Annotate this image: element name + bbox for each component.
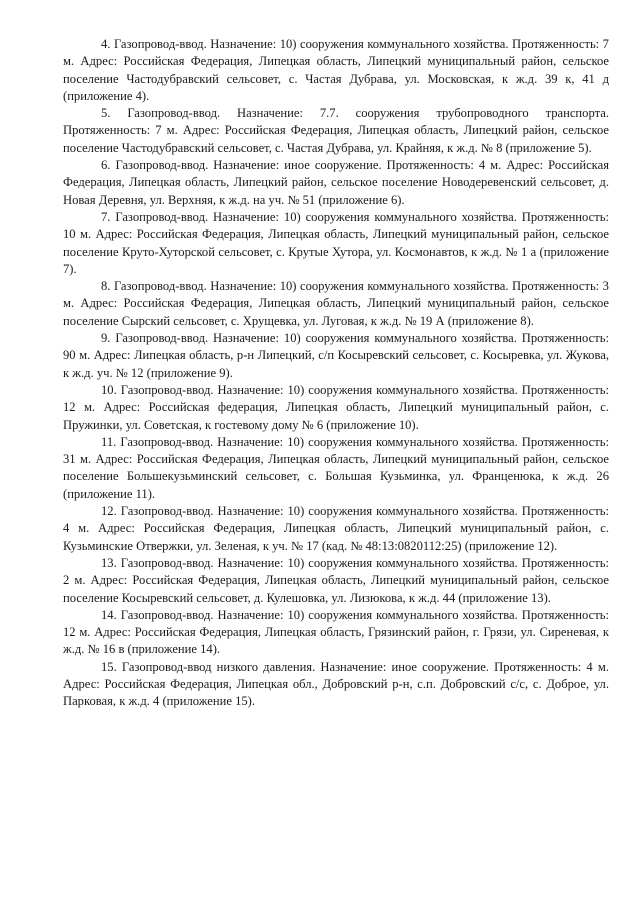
item-number: 13. [101,555,117,570]
list-item [63,278,609,330]
item-text: Газопровод-ввод. Назначение: 10) сооружения коммунального хозяйства. Протяженность: 4 м. Адрес: Российская Федерация, Липецкая область, Липецкий муниципальный район, с. Кузьминские Отвержки, ул. Зеленая, к уч. № 17 (кад. № 48:13:0820112:25) (приложение 12). [63,504,609,553]
item-number: 10. [101,382,117,397]
item-text: Газопровод-ввод. Назначение: 10) сооружения коммунального хозяйства. Протяженность: 7 м. Адрес: Российская Федерация, Липецкая область, Липецкий муниципальный район, сельское поселение Частодубравский сельсовет, с. Частая Дубрава, ул. Московская, к ж.д. 39 к, 41 д (приложение 4). [63,37,609,103]
list-item [63,434,609,503]
item-text: Газопровод-ввод. Назначение: 7.7. сооружения трубопроводного транспорта. Протяженность: 7 м. Адрес: Российская Федерация, Липецкая область, Липецкий район, сельское поселение Частодубравский сельсовет, с. Частая Дубрава, ул. Крайняя, к ж.д. № 8 (приложение 5). [63,106,609,155]
item-number: 6. [101,158,111,173]
list-item [63,209,609,278]
item-number: 8. [101,279,111,294]
item-text: Газопровод-ввод. Назначение: 10) сооружения коммунального хозяйства. Протяженность: 3 м. Адрес: Российская Федерация, Липецкая область, Липецкий муниципальный район, сельское поселение Сырский сельсовет, с. Хрущевка, ул. Луговая, к ж.д. № 19 А (приложение 8). [63,279,609,328]
item-number: 11. [101,434,117,449]
list-item [63,503,609,555]
list-item [63,157,609,209]
list-item [63,607,609,659]
item-text: Газопровод-ввод. Назначение: иное сооружение. Протяженность: 4 м. Адрес: Российская Федерация, Липецкая область, Липецкий район, сельское поселение Новодеревенский сельсовет, д. Новая Деревня, ул. Верхняя, к ж.д. на уч. № 51 (приложение 6). [63,158,609,207]
item-text: Газопровод-ввод. Назначение: 10) сооружения коммунального хозяйства. Протяженность: 12 м. Адрес: Российская Федерация, Липецкая область, Грязинский район, г. Грязи, ул. Сиреневая, к ж.д. № 16 в (приложение 14). [63,607,609,657]
document-page [63,36,609,711]
item-number: 4. [101,37,111,51]
item-text: Газопровод-ввод. Назначение: 10) сооружения коммунального хозяйства. Протяженность: 90 м. Адрес: Липецкая область, р-н Липецкий, с/п Косыревский сельсовет, с. Косыревка, ул. Жукова, к ж.д. уч. № 12 (приложение 9). [63,331,609,380]
list-item [63,382,609,434]
item-text: Газопровод-ввод низкого давления. Назначение: иное сооружение. Протяженность: 4 м. Адрес: Российская Федерация, Липецкая обл., Добровский р-н, с.п. Добровский с/с, с. Доброе, ул. Парковая, к ж.д. 4 (приложение 15). [63,659,609,709]
item-number: 12. [101,504,117,519]
item-number: 7. [101,209,111,224]
list-item [63,330,609,382]
item-text: Газопровод-ввод. Назначение: 10) сооружения коммунального хозяйства. Протяженность: 12 м. Адрес: Российская федерация, Липецкая область, Липецкий муниципальный район, с. Пружинки, ул. Советская, к гостевому дому № 6 (приложение 10). [63,382,609,432]
item-number: 14. [101,607,117,622]
item-text: Газопровод-ввод. Назначение: 10) сооружения коммунального хозяйства. Протяженность: 31 м. Адрес: Российская Федерация, Липецкая область, Липецкий муниципальный район, сельское поселение Большекузьминский сельсовет, с. Большая Кузьминка, ул. Франценюка, к ж.д. 26 (приложение 11). [63,434,609,501]
list-item [63,659,609,711]
item-text: Газопровод-ввод. Назначение: 10) сооружения коммунального хозяйства. Протяженность: 10 м. Адрес: Российская Федерация, Липецкая область, Липецкий муниципальный район, сельское поселение Круто-Хуторской сельсовет, с. Крутые Хутора, ул. Космонавтов, к ж.д. № 1 а (приложение 7). [63,209,609,276]
item-number: 5. [101,106,111,121]
list-item [63,36,609,105]
list-item [63,105,609,157]
list-item [63,555,609,607]
item-number: 9. [101,331,111,346]
item-number: 15. [101,659,117,674]
item-text: Газопровод-ввод. Назначение: 10) сооружения коммунального хозяйства. Протяженность: 2 м. Адрес: Российская Федерация, Липецкая область, Липецкий муниципальный район, сельское поселение Косыревский сельсовет, д. Кулешовка, ул. Лизюкова, к ж.д. 44 (приложение 13). [63,555,609,605]
